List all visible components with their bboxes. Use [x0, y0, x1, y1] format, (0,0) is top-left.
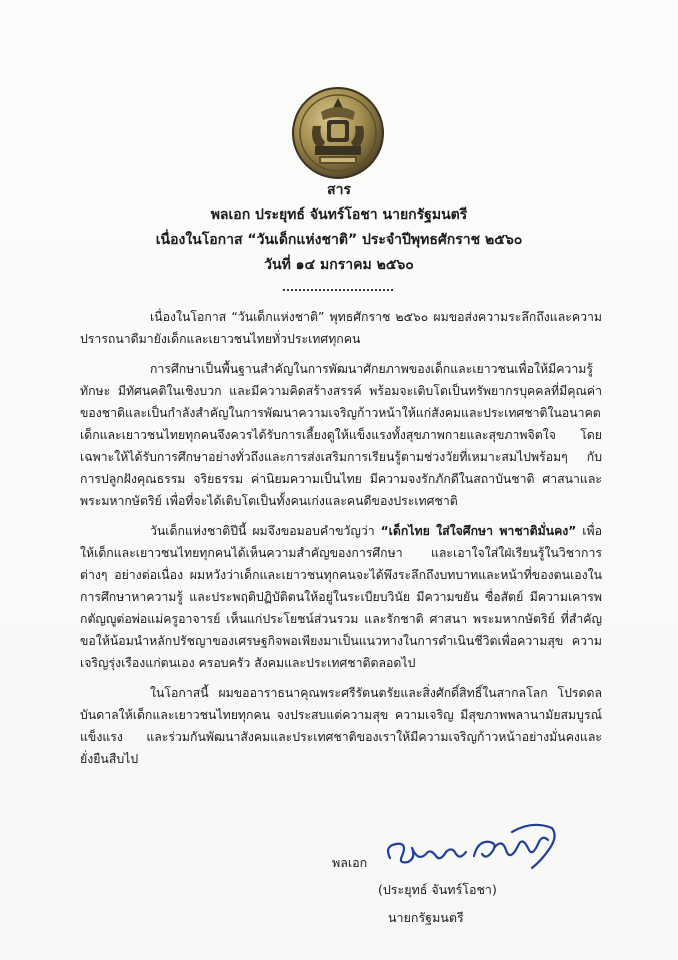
- paragraph-4: ในโอกาสนี้ ผมขออาราธนาคุณพระศรีรัตนตรัยและสิ่งศักดิ์สิทธิ์ในสากลโลก โปรดดลบันดาลให้เด็กและเยาวชนไทยทุกคน จงประสบแต่ความสุข ความเจริญ มีสุขภาพพลานามัยสมบูรณ์แข็งแรง และร่วมกันพัฒนาสังคมและประเทศชาติของเราให้มีความเจริญก้าวหน้าอย่างมั่นคงและยั่งยืนสืบไป: [80, 686, 602, 766]
- paragraph-3: [80, 520, 602, 674]
- signatory-name: (ประยุทธ์ จันทร์โอชา): [378, 882, 497, 897]
- author-line: พลเอก ประยุทธ์ จันทร์โอชา นายกรัฐมนตรี: [210, 207, 468, 223]
- children-day-motto: “เด็กไทย ใส่ใจศึกษา พาชาติมั่นคง”: [380, 524, 577, 538]
- dotted-divider: [283, 289, 393, 291]
- signature-rank: พลเอก: [332, 855, 368, 870]
- handwritten-signature: [382, 818, 562, 878]
- letter-body: [80, 306, 602, 778]
- occasion-line: เนื่องในโอกาส “วันเด็กแห่งชาติ” ประจำปีพุทธศักราช ๒๕๖๐: [155, 232, 523, 248]
- date-line: วันที่ ๑๔ มกราคม ๒๕๖๐: [264, 257, 414, 273]
- paragraph-2: การศึกษาเป็นพื้นฐานสำคัญในการพัฒนาศักยภาพของเด็กและเยาวชนเพื่อให้มีความรู้ ทักษะ มีทัศนคติในเชิงบวก และมีความคิดสร้างสรรค์ พร้อมจะเติบโตเป็นทรัพยากรบุคคลที่มีคุณค่าของชาติและเป็นกำลังสำคัญในการพัฒนาความเจริญก้าวหน้าให้แก่สังคมและประเทศชาติในอนาคต เด็กและเยาวชนไทยทุกคนจึงควรได้รับการเลี้ยงดูให้แข็งแรงทั้งสุขภาพกายและสุขภาพจิตใจ โดยเฉพาะให้ได้รับการศึกษาอย่างทั่วถึงและการส่งเสริมการเรียนรู้ตามช่วงวัยที่เหมาะสมไปพร้อมๆ กับการปลูกฝังคุณธรรม จริยธรรม ค่านิยมความเป็นไทย มีความจงรักภักดีในสถาบันชาติ ศาสนาและพระมหากษัตริย์ เพื่อที่จะได้เติบโตเป็นทั้งคนเก่งและคนดีของประเทศชาติ: [80, 362, 602, 508]
- paragraph-1: เนื่องในโอกาส “วันเด็กแห่งชาติ” พุทธศักราช ๒๕๖๐ ผมขอส่งความระลึกถึงและความปรารถนาดีมายังเด็กและเยาวชนไทยทั่วประเทศทุกคน: [80, 310, 602, 346]
- official-seal-icon: [291, 86, 385, 180]
- paragraph-3-rest: เพื่อให้เด็กและเยาวชนไทยทุกคนได้เห็นความสำคัญของการศึกษา และเอาใจใส่ใฝ่เรียนรู้ในวิชาการต่างๆ อย่างต่อเนื่อง ผมหวังว่าเด็กและเยาวชนทุกคนจะได้พึงระลึกถึงบทบาทและหน้าที่ของตนเองในการศึกษาหาความรู้ และประพฤติปฏิบัติตนให้อยู่ในระเบียบวินัย มีความขยัน ซื่อสัตย์ มีความเคารพ กตัญญูต่อพ่อแม่ครูอาจารย์ เห็นแก่ประโยชน์ส่วนรวม และรักชาติ ศาสนา พระมหากษัตริย์ ที่สำคัญขอให้น้อมนำหลักปรัชญาของเศรษฐกิจพอเพียงมาเป็นแนวทางในการดำเนินชีวิตเพื่อความสุข ความเจริญรุ่งเรืองแก่ตนเอง ครอบครัว สังคมและประเทศชาติตลอดไป: [80, 524, 603, 670]
- letter-title: สาร: [327, 182, 351, 198]
- letter-header: [0, 178, 678, 278]
- signatory-position: นายกรัฐมนตรี: [388, 910, 464, 925]
- paragraph-3-intro: วันเด็กแห่งชาติปีนี้ ผมจึงขอมอบคำขวัญว่า: [150, 524, 381, 538]
